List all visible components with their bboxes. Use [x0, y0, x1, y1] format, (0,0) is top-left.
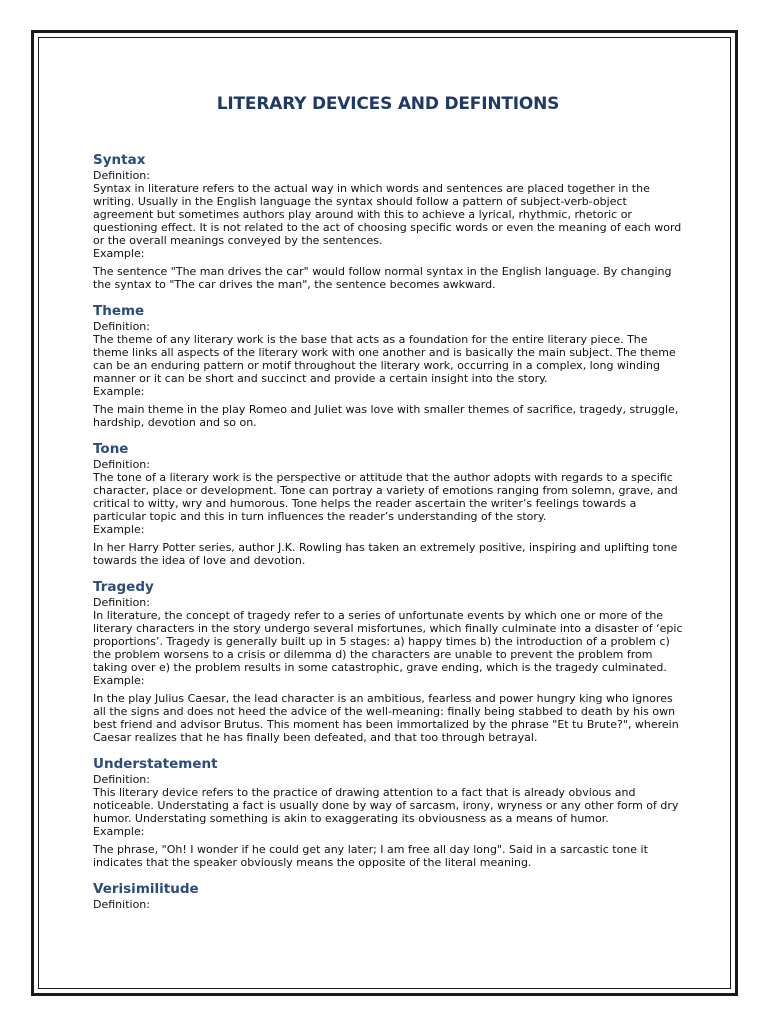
section-tone: [93, 441, 683, 567]
section-understatement: [93, 756, 683, 869]
example-text: In the play Julius Caesar, the lead character is an ambitious, fearless and power hungry king who ignores all the signs and does not heed the advice of the well-meaning: finally being stabbed to death by his own best friend and advisor Brutus. This moment has been immortalized by the phrase "Et tu Brute?", wherein Caesar realizes that he has finally been defeated, and that too through betrayal.: [93, 692, 679, 744]
example-text: The phrase, "Oh! I wonder if he could get any later; I am free all day long". Said in a sarcastic tone it indicates that the speaker obviously means the opposite of the literal meaning.: [93, 843, 648, 869]
example-label: Example:: [93, 825, 145, 838]
definition-text: Syntax in literature refers to the actual way in which words and sentences are placed together in the writing. Usually in the English language the syntax should follow a pattern of subject-verb-object agreement but sometimes authors play around with this to achieve a lyrical, rhythmic, rhetoric or questioning effect. It is not related to the act of choosing specific words or even the meaning of each word or the overall meanings conveyed by the sentences.: [93, 182, 682, 247]
definition-label: Definition:: [93, 773, 150, 786]
example-text: In her Harry Potter series, author J.K. Rowling has taken an extremely positive, inspiring and uplifting tone towards the idea of love and devotion.: [93, 541, 678, 567]
definition-label: Definition:: [93, 320, 150, 333]
example-label: Example:: [93, 247, 145, 260]
definition-text: The theme of any literary work is the base that acts as a foundation for the entire literary piece. The theme links all aspects of the literary work with one another and is basically the main subject. The theme can be an enduring pattern or motif throughout the literary work, occurring in a complex, long winding manner or it can be short and succinct and provide a certain insight into the story.: [93, 333, 676, 385]
example-label: Example:: [93, 674, 145, 687]
section-theme: [93, 303, 683, 429]
definition-text: The tone of a literary work is the perspective or attitude that the author adopts with regards to a specific character, place or development. Tone can portray a variety of emotions ranging from solemn, grave, and critical to witty, wry and humorous. Tone helps the reader ascertain the writer’s feelings towards a particular topic and this in turn influences the reader’s understanding of the story.: [93, 471, 678, 523]
example-text: The sentence "The man drives the car" would follow normal syntax in the English language. By changing the syntax to "The car drives the man", the sentence becomes awkward.: [93, 265, 672, 291]
definition-text: This literary device refers to the practice of drawing attention to a fact that is already obvious and noticeable. Understating a fact is usually done by way of sarcasm, irony, wryness or any other form of dry humor. Understating something is akin to exaggerating its obviousness as a means of humor.: [93, 786, 679, 825]
section-heading: Syntax: [93, 152, 146, 168]
definition-label: Definition:: [93, 458, 150, 471]
example-label: Example:: [93, 385, 145, 398]
example-text: The main theme in the play Romeo and Juliet was love with smaller themes of sacrifice, tragedy, struggle, hardship, devotion and so on.: [93, 403, 679, 429]
section-syntax: [93, 152, 683, 291]
definition-label: Definition:: [93, 898, 150, 911]
section-tragedy: [93, 579, 683, 744]
definition-label: Definition:: [93, 596, 150, 609]
section-heading: Understatement: [93, 756, 218, 772]
definition-label: Definition:: [93, 169, 150, 182]
section-heading: Theme: [93, 303, 145, 319]
document-content: [93, 92, 683, 923]
section-heading: Tone: [93, 441, 129, 457]
section-verisimilitude: [93, 881, 683, 911]
document-title: LITERARY DEVICES AND DEFINTIONS: [216, 94, 560, 114]
section-heading: Verisimilitude: [93, 881, 199, 897]
section-heading: Tragedy: [93, 579, 154, 595]
definition-text: In literature, the concept of tragedy refer to a series of unfortunate events by which one or more of the literary characters in the story undergo several misfortunes, which finally culminate into a disaster of ‘epic proportions’. Tragedy is generally built up in 5 stages: a) happy times b) the introduction of a problem c) the problem worsens to a crisis or dilemma d) the characters are unable to prevent the problem from taking over e) the problem results in some catastrophic, grave ending, which is the tragedy culminated.: [93, 609, 683, 674]
example-label: Example:: [93, 523, 145, 536]
